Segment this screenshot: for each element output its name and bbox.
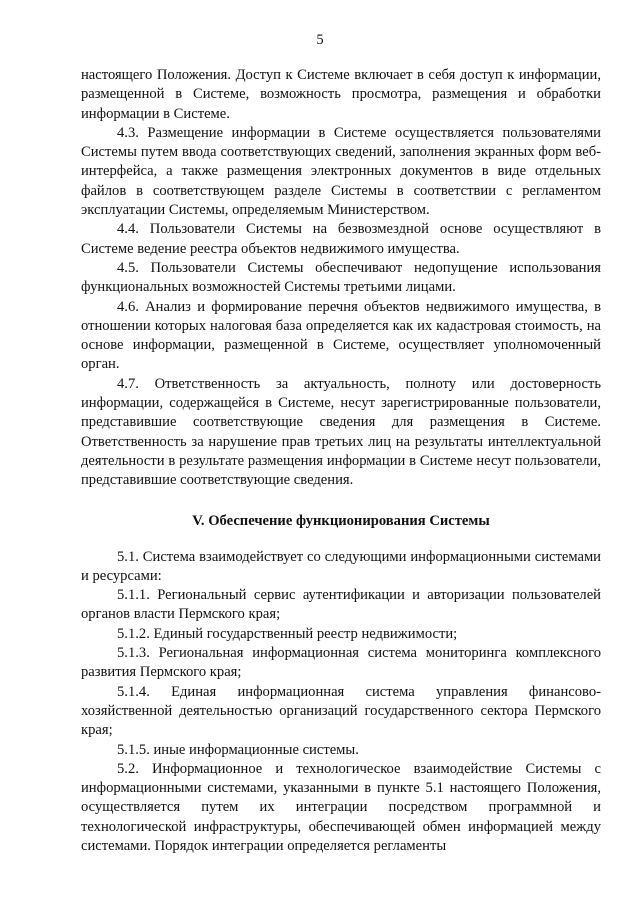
- paragraph: 4.7. Ответственность за актуальность, полноту или достоверность информации, содержащейся в Системе, несут зарегистрированные пользователи, представившие соответствующие сведения для размещения в Системе. Ответственность за нарушение прав третьих лиц на результаты интеллектуальной деятельности в результате размещения информации в Системе несут пользователи, представившие соответствующие сведения.: [81, 375, 601, 489]
- section-v-body: [81, 548, 601, 857]
- paragraph: 4.5. Пользователи Системы обеспечивают недопущение использования функциональных возможностей Системы третьими лицами.: [81, 259, 601, 296]
- paragraph: 5.1. Система взаимодействует со следующими информационными системами и ресурсами:: [81, 548, 601, 584]
- section-heading: V. Обеспечение функционирования Системы: [192, 512, 490, 529]
- paragraph: 5.1.4. Единая информационная система управления финансово-хозяйственной деятельностью организаций государственного сектора Пермского края;: [81, 683, 601, 739]
- paragraph: 5.1.1. Региональный сервис аутентификации и авторизации пользователей органов власти Пермского края;: [81, 587, 601, 623]
- paragraph: 5.2. Информационное и технологическое взаимодействие Системы с информационными системами, указанными в пункте 5.1 настоящего Положения, осуществляется путем их интеграции посредством программной и технологической инфраструктуры, обеспечивающей обмен информацией между системами. Порядок интеграции определяется регламенты: [81, 760, 601, 854]
- section-iv-tail: [81, 66, 601, 491]
- page-number: 5: [316, 32, 324, 48]
- paragraph: настоящего Положения. Доступ к Системе включает в себя доступ к информации, размещенной в Системе, возможность просмотра, размещения и обработки информации в Системе.: [81, 67, 601, 122]
- paragraph: 5.1.5. иные информационные системы.: [117, 741, 359, 758]
- paragraph: 4.3. Размещение информации в Системе осуществляется пользователями Системы путем ввода соответствующих сведений, заполнения экранных форм веб-интерфейса, а также размещения электронных документов в виде отдельных файлов в соответствующем разделе Системы в соответствии с регламентом эксплуатации Системы, определяемым Министерством.: [81, 124, 601, 219]
- paragraph: 4.4. Пользователи Системы на безвозмездной основе осуществляют в Системе ведение реестра объектов недвижимого имущества.: [81, 221, 601, 257]
- document-body: [81, 66, 601, 856]
- paragraph: 4.6. Анализ и формирование перечня объектов недвижимого имущества, в отношении которых налоговая база определяется как их кадастровая стоимость, на основе информации, размещенной в Системе, осуществляет уполномоченный орган.: [81, 298, 601, 373]
- paragraph: 5.1.3. Региональная информационная система мониторинга комплексного развития Пермского края;: [81, 645, 601, 681]
- paragraph: 5.1.2. Единый государственный реестр недвижимости;: [117, 625, 458, 642]
